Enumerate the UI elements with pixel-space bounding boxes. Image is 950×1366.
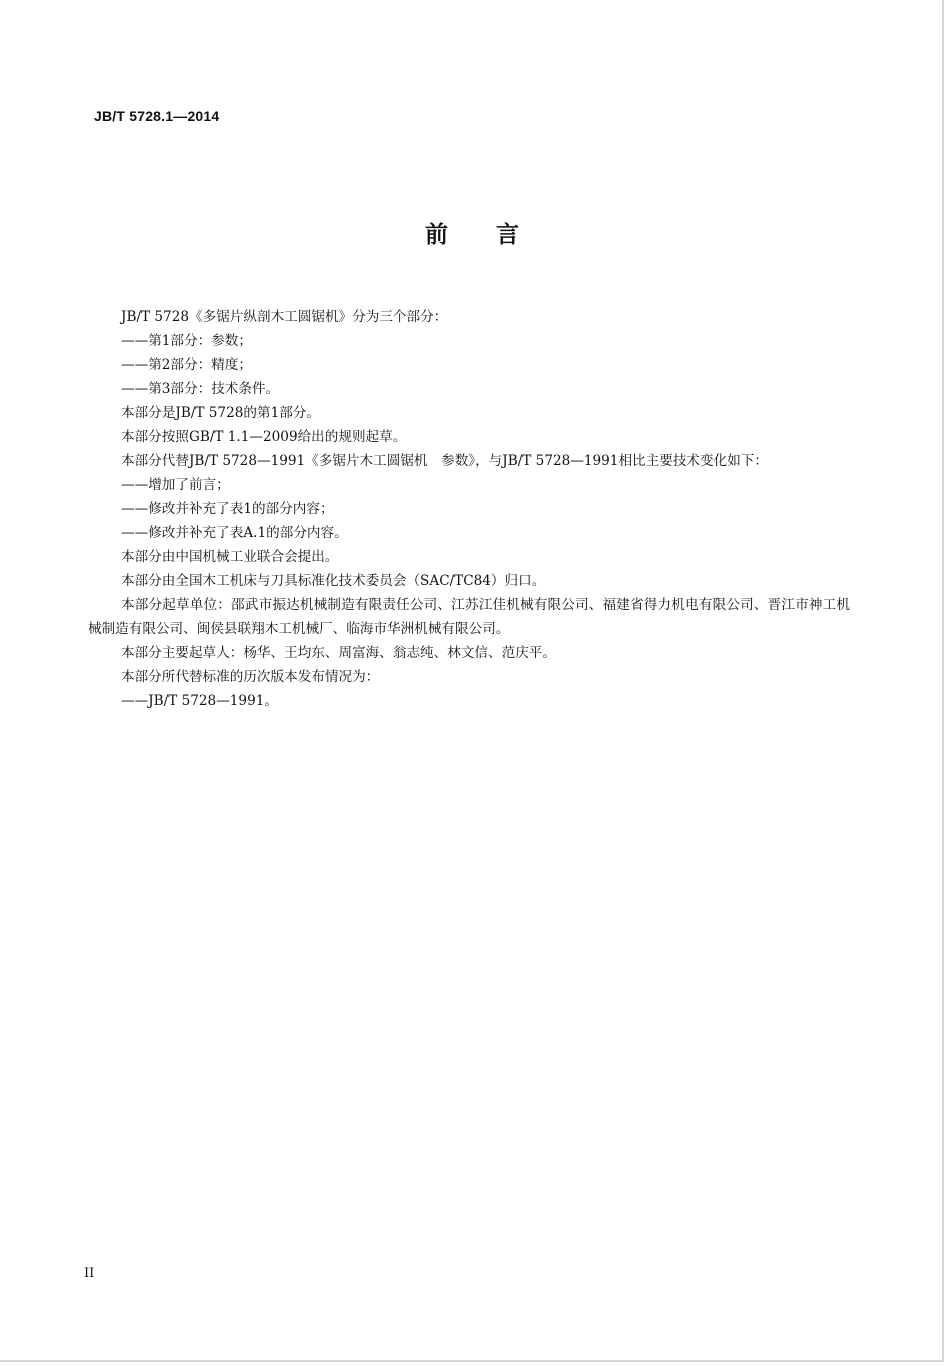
paragraph-replacement: 本部分代替JB/T 5728—1991《多锯片木工圆锯机 参数》，与JB/T 5728—1991相比主要技术变化如下：: [121, 453, 768, 469]
list-item-part-3: ——第3部分：技术条件。: [121, 381, 280, 397]
paragraph-committee: 本部分由全国木工机床与刀具标准化技术委员会（SAC/TC84）归口。: [121, 573, 546, 589]
paragraph-parts-intro: JB/T 5728《多锯片纵剖木工圆锯机》分为三个部分：: [121, 309, 448, 325]
paragraph-history: 本部分所代替标准的历次版本发布情况为：: [121, 669, 380, 685]
title-char-1: 前: [425, 222, 448, 248]
list-item-history-1: ——JB/T 5728—1991。: [121, 693, 278, 709]
list-item-change-2: ——修改并补充了表1的部分内容；: [121, 501, 334, 517]
paragraph-drafting-units: 本部分起草单位：邵武市振达机械制造有限责任公司、江苏江佳机械有限公司、福建省得力机电有限公司、晋江市神工机械制造有限公司、闽侯县联翔木工机械厂、临海市华洲机械有限公司。: [88, 597, 850, 637]
paragraph-drafters: 本部分主要起草人：杨华、王均东、周富海、翁志纯、林文信、范庆平。: [121, 645, 556, 661]
page-title: [0, 216, 944, 249]
paragraph-proposed-by: 本部分由中国机械工业联合会提出。: [121, 549, 339, 565]
title-char-2: 言: [496, 222, 519, 248]
standard-code-header: JB/T 5728.1—2014: [94, 108, 220, 124]
paragraph-drafting-rules: 本部分按照GB/T 1.1—2009给出的规则起草。: [121, 429, 407, 445]
page-number: II: [84, 1266, 95, 1281]
list-item-part-1: ——第1部分：参数；: [121, 333, 252, 349]
paragraph-this-part: 本部分是JB/T 5728的第1部分。: [121, 405, 320, 421]
list-item-change-1: ——增加了前言；: [121, 477, 230, 493]
list-item-part-2: ——第2部分：精度；: [121, 357, 252, 373]
list-item-change-3: ——修改并补充了表A.1的部分内容。: [121, 525, 348, 541]
foreword-body: [88, 305, 850, 713]
